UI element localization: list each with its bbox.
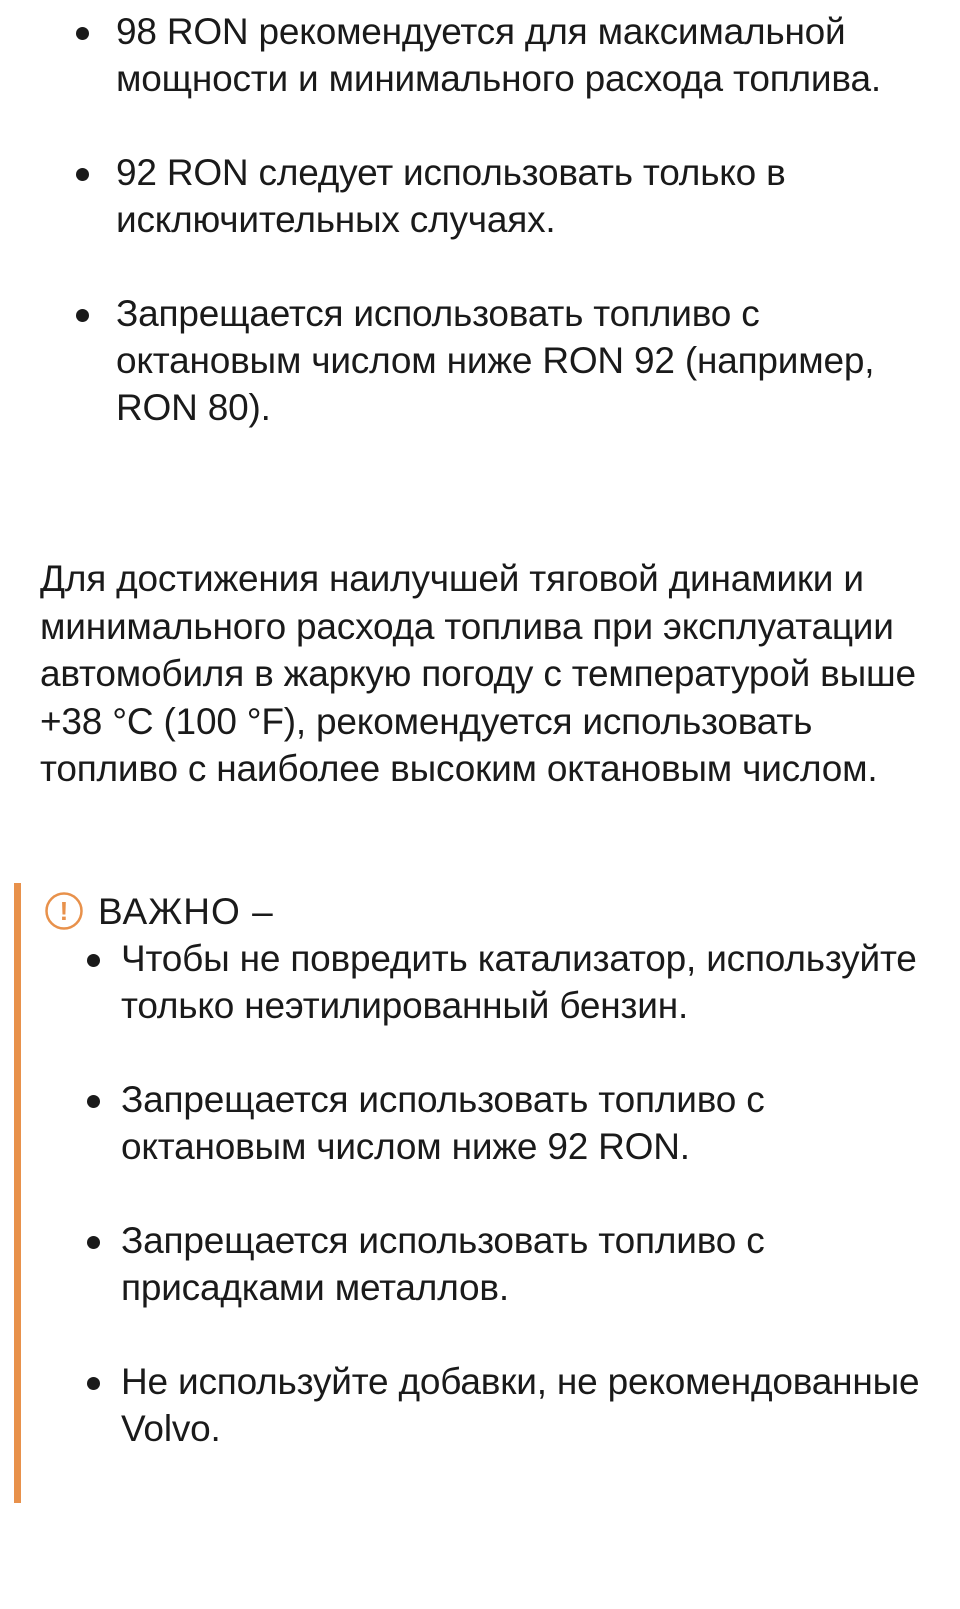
list-item — [121, 1076, 921, 1170]
list-item — [116, 149, 936, 243]
accent-bar — [14, 883, 21, 1503]
exclamation-circle-icon — [44, 891, 84, 931]
list-item — [121, 935, 921, 1029]
list-item-text: Запрещается использовать топливо с октановым числом ниже 92 RON. — [121, 1079, 765, 1167]
fuel-grade-list — [116, 8, 936, 431]
list-item-text: 92 RON следует использовать только в исключительных случаях. — [116, 152, 786, 240]
bullet-icon — [87, 1095, 100, 1108]
bullet-icon — [76, 27, 89, 40]
bullet-icon — [87, 1377, 100, 1390]
list-item — [121, 1217, 921, 1311]
list-item-text: Не используйте добавки, не рекомендованные Volvo. — [121, 1361, 920, 1449]
bullet-icon — [87, 954, 100, 967]
list-item-text: 98 RON рекомендуется для максимальной мощности и минимального расхода топлива. — [116, 11, 881, 99]
important-list — [121, 935, 921, 1452]
important-header — [44, 886, 274, 936]
list-item-text: Чтобы не повредить катализатор, используйте только неэтилированный бензин. — [121, 938, 917, 1026]
list-item — [116, 290, 936, 431]
svg-text:!: ! — [59, 896, 69, 926]
bullet-icon — [87, 1236, 100, 1249]
important-notice — [14, 883, 944, 1503]
list-item-text: Запрещается использовать топливо с присадками металлов. — [121, 1220, 765, 1308]
list-item — [121, 1358, 921, 1452]
list-item — [116, 8, 936, 102]
important-title: ВАЖНО – — [98, 890, 274, 932]
bullet-icon — [76, 309, 89, 322]
list-item-text: Запрещается использовать топливо с октановым числом ниже RON 92 (например, RON 80). — [116, 293, 875, 428]
bullet-icon — [76, 168, 89, 181]
hot-weather-paragraph: Для достижения наилучшей тяговой динамики и минимального расхода топлива при эксплуатации автомобиля в жаркую погоду с температурой выше +38 °С (100 °F), рекомендуется использовать топливо с наиболее высоким октановым числом. — [40, 558, 916, 789]
